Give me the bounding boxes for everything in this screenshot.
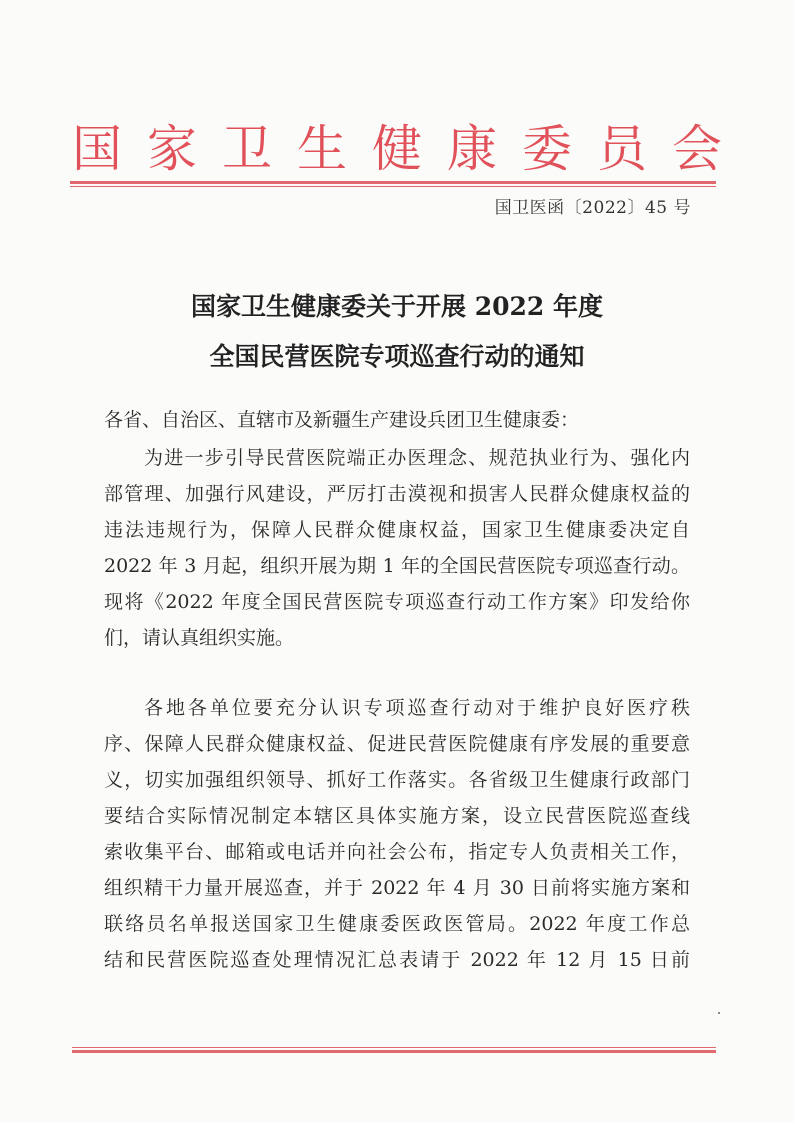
masthead-char: 生	[297, 120, 347, 178]
paragraph-line: 们，请认真组织实施。	[104, 627, 295, 649]
paragraph-line: 联络员名单报送国家卫生健康委医政医管局。2022 年度工作总	[104, 913, 690, 935]
scan-speck	[718, 1012, 720, 1014]
paragraph-line: 索收集平台、邮箱或电话并向社会公布，指定专人负责相关工作，	[104, 841, 690, 863]
document-number: 国卫医函〔2022〕45 号	[494, 198, 691, 218]
paragraph-line: 现将《2022 年度全国民营医院专项巡查行动工作方案》印发给你	[104, 591, 690, 613]
paragraph-line: 违法违规行为，保障人民群众健康权益，国家卫生健康委决定自	[104, 519, 690, 541]
masthead-char: 健	[372, 120, 422, 178]
paragraph-line: 部管理、加强行风建设，严厉打击漠视和损害人民群众健康权益的	[104, 483, 690, 505]
masthead-char: 委	[522, 120, 572, 178]
paragraph-line: 组织精干力量开展巡查，并于 2022 年 4 月 30 日前将实施方案和	[104, 877, 690, 899]
paragraph-line: 2022 年 3 月起，组织开展为期 1 年的全国民营医院专项巡查行动。	[104, 555, 690, 577]
paragraph-line: 结和民营医院巡查处理情况汇总表请于 2022 年 12 月 15 日前	[104, 949, 690, 971]
footer-divider	[72, 1047, 716, 1053]
masthead-char: 家	[147, 120, 197, 178]
footer-divider-thick	[72, 1050, 716, 1053]
header-divider-thick	[70, 181, 716, 184]
paragraph-line: 要结合实际情况制定本辖区具体实施方案，设立民营医院巡查线	[104, 805, 690, 827]
footer-divider-thin	[72, 1047, 716, 1048]
paragraph-line: 序、保障人民群众健康权益、促进民营医院健康有序发展的重要意	[104, 733, 690, 755]
paragraph-line: 各地各单位要充分认识专项巡查行动对于维护良好医疗秩	[144, 697, 690, 719]
document-title-line2: 全国民营医院专项巡查行动的通知	[209, 342, 585, 371]
paragraph-line: 义，切实加强组织领导、抓好工作落实。各省级卫生健康行政部门	[104, 769, 690, 791]
header-divider	[70, 181, 716, 187]
header-divider-thin	[70, 186, 716, 187]
salutation: 各省、自治区、直辖市及新疆生产建设兵团卫生健康委：	[104, 409, 580, 431]
masthead-char: 员	[597, 120, 647, 178]
masthead	[72, 118, 722, 180]
paragraph-line: 为进一步引导民营医院端正办医理念、规范执业行为、强化内	[144, 447, 690, 469]
paragraph-1	[104, 440, 690, 656]
masthead-char: 康	[447, 120, 497, 178]
document-title-line1: 国家卫生健康委关于开展 2022 年度	[191, 292, 603, 321]
masthead-char: 会	[672, 120, 722, 178]
masthead-char: 国	[72, 120, 122, 178]
paragraph-2	[104, 690, 690, 978]
masthead-char: 卫	[222, 120, 272, 178]
